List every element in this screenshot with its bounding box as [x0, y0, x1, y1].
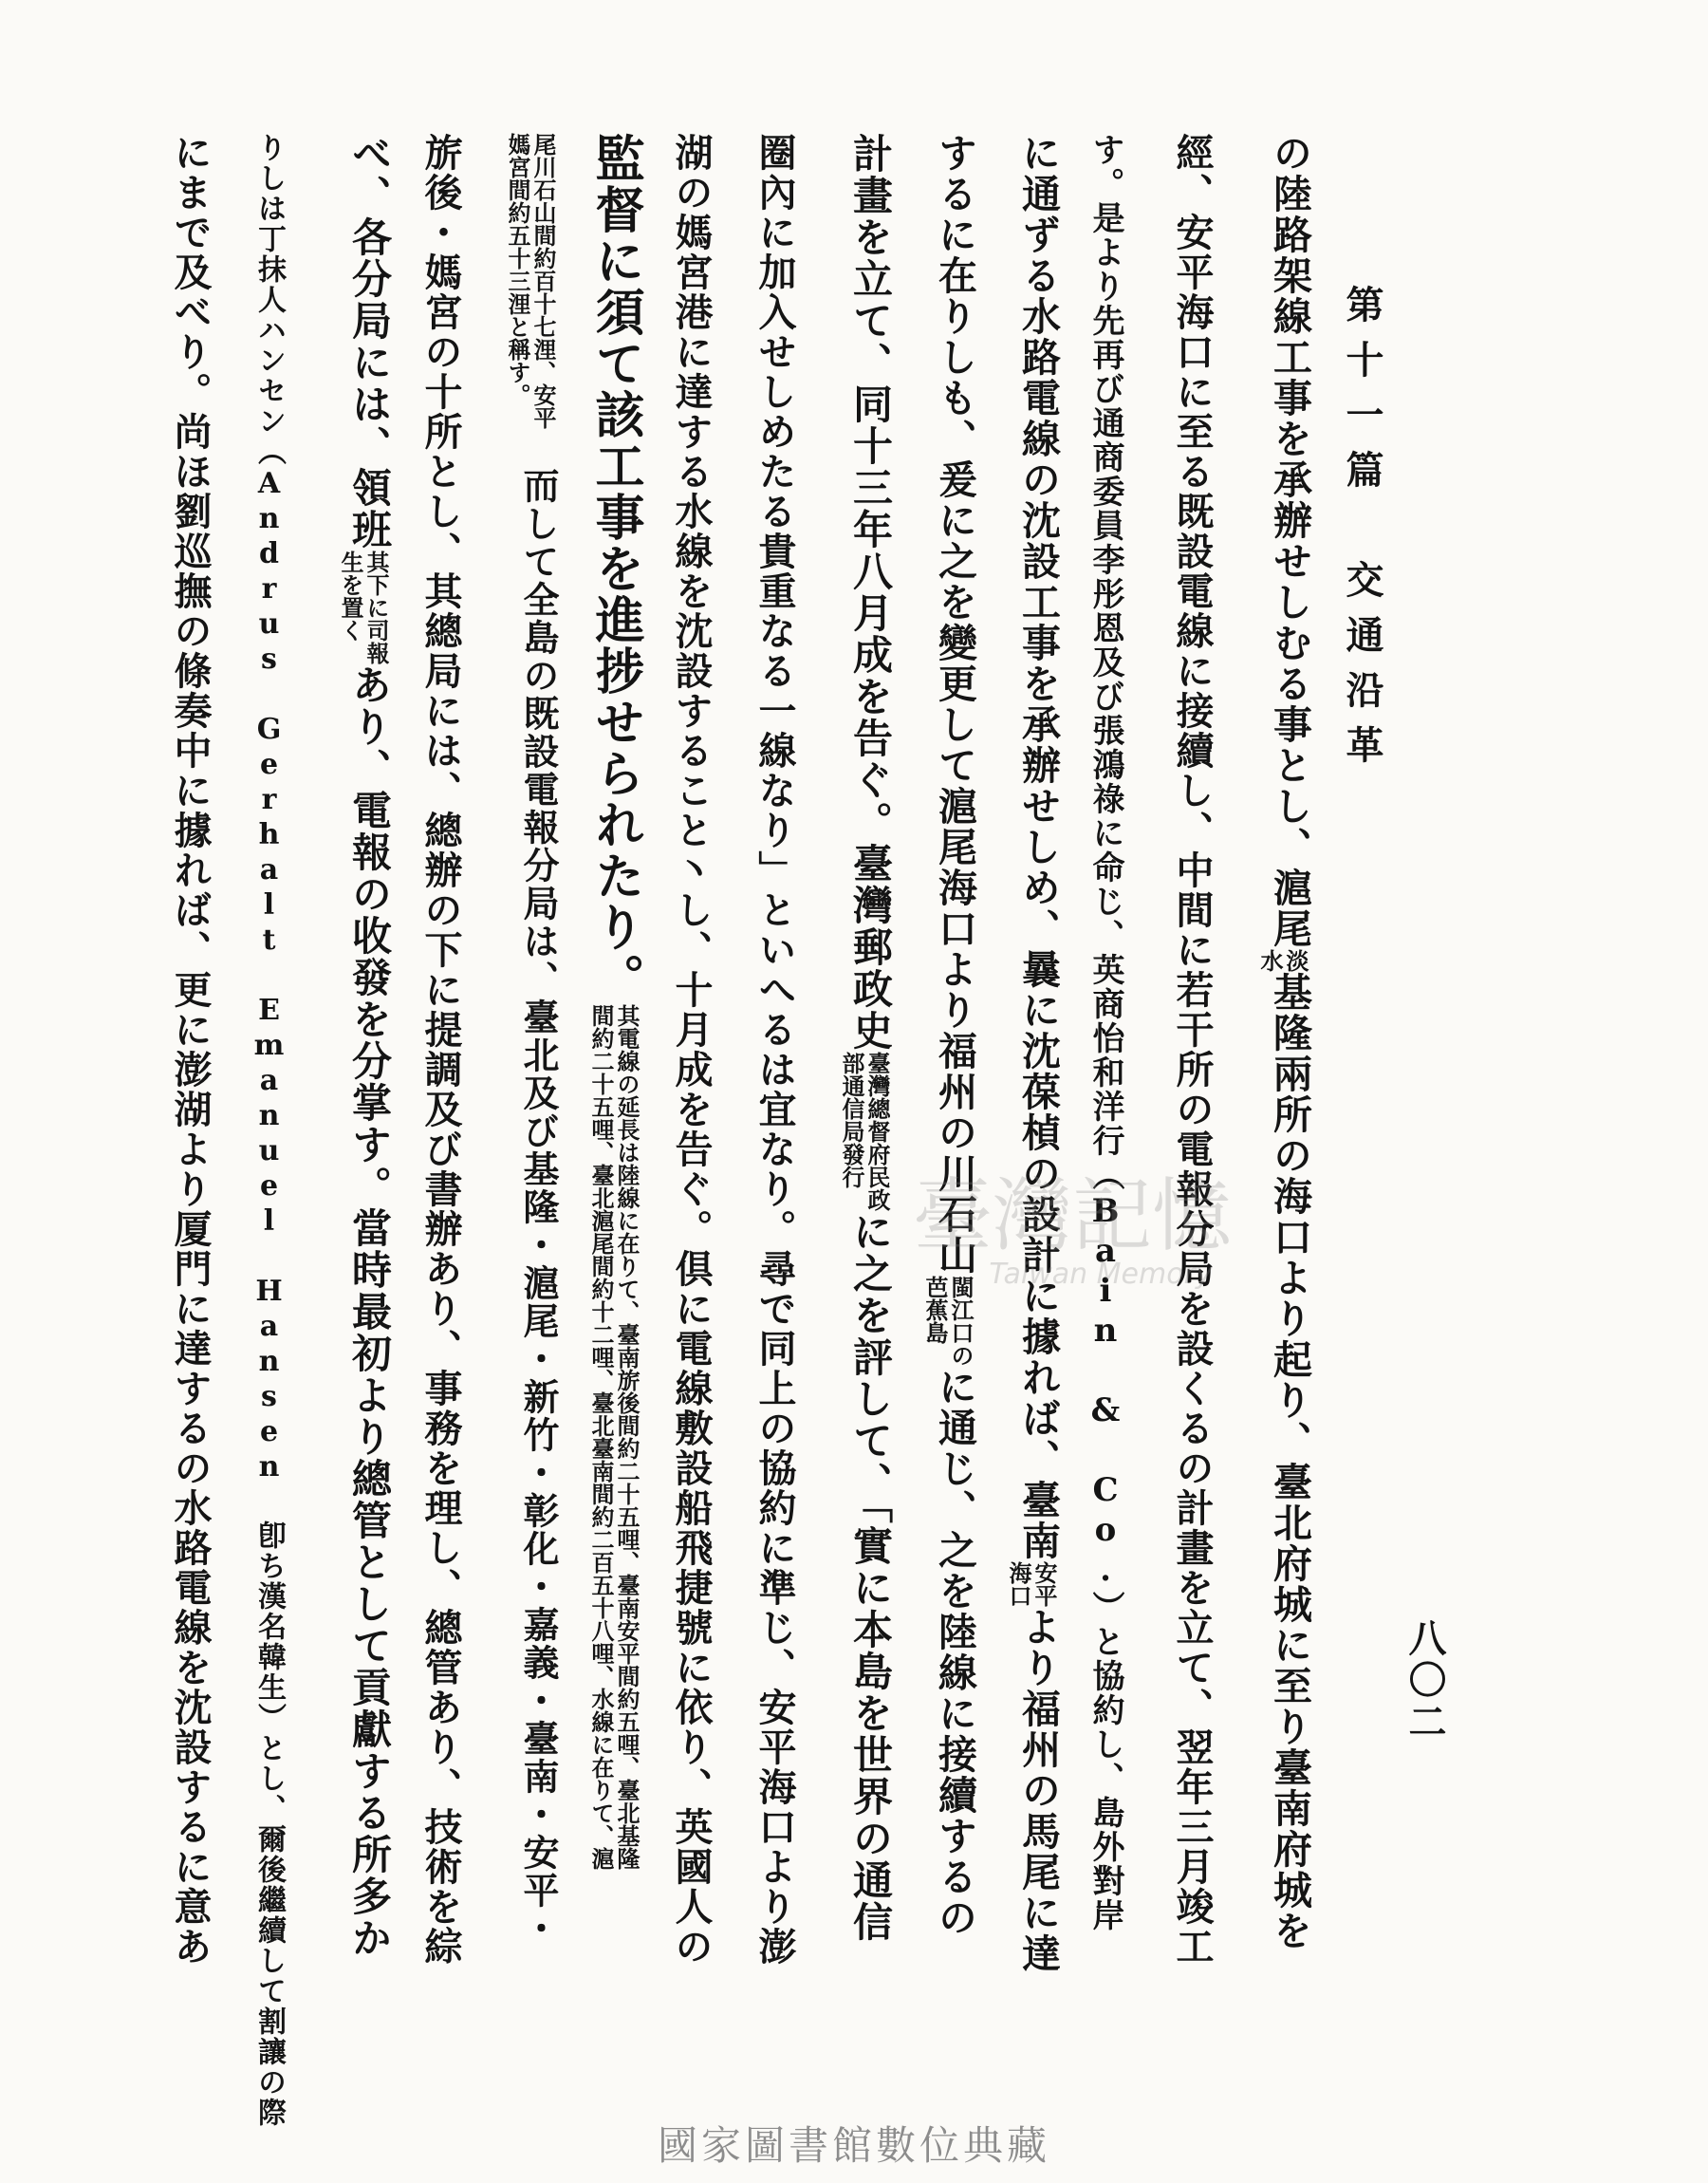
- text-segment: べ、各分局には、領班: [346, 133, 393, 550]
- text-column: [586, 133, 644, 1870]
- text-column: [252, 133, 286, 2128]
- inline-annotation: 閩江口の 芭蕉島: [921, 1276, 975, 1367]
- text-segment: 基隆兩所の海口より起り、臺北府城に至り臺南府城を: [1267, 972, 1312, 1951]
- text-segment: に通ずる水路電線の沈設工事を承辦せしめ、曩に沈葆楨の設計に據れば、臺南: [1015, 133, 1061, 1561]
- watermark-title: 臺灣記憶: [912, 1169, 1233, 1262]
- text-column: [752, 133, 797, 1967]
- text-segment: す。是より先再び通商委員李彤恩及び張鴻祿に命じ、英商怡和洋行（Bain & Co.）と協約し、島外對岸: [1086, 133, 1124, 1932]
- text-segment: にまで及べり。尚ほ劉巡撫の條奏中に據れば、更に澎湖より厦門に達するの水路電線を沈設するに意あ: [168, 133, 213, 1967]
- taiwan-memory-watermark: [854, 1167, 1290, 1300]
- text-segment: に之を評して、「實に本島を世界の通信: [847, 1211, 894, 1943]
- text-column: [838, 133, 894, 1943]
- text-column: [168, 133, 213, 1967]
- inline-annotation: 其電線の延長は陸線に在りて、臺南旂後間約二十五哩、臺南安平間約五哩、臺北基隆 間約二十五哩、臺北滬尾間約十二哩、臺北臺南間約二百五十八哩、水線に在りて、滬: [587, 1004, 640, 1870]
- text-segment: の陸路架線工事を承辦せしむる事とし、滬尾: [1267, 133, 1312, 949]
- watermark-subtitle: Taiwan Memory: [989, 1258, 1213, 1291]
- text-segment: 旂後・媽宮の十所とし、其總局には、總辦の下に提調及び書辦あり、事務を理し、總管あり、技術を綜: [418, 133, 463, 1967]
- text-segment: 圈內に加入せしめたる貴重なる一線なり」といへるは宜なり。尋で同上の協約に準じ、安平海口より澎: [752, 133, 797, 1967]
- text-column: [1086, 133, 1124, 1932]
- text-segment: に通じ、之を陸線に接續するの: [932, 1367, 977, 1938]
- text-column: [418, 133, 463, 1967]
- text-segment: より福州の馬尾に達: [1015, 1607, 1061, 1974]
- inline-annotation: 安平 海口: [1005, 1561, 1058, 1607]
- inline-annotation: 其下に司報 生を置く: [337, 550, 390, 664]
- text-segment: あり、電報の收發を分掌す。當時最初より總管として貢獻する所多か: [346, 664, 393, 1959]
- text-column: [1170, 133, 1215, 1967]
- text-column: [1256, 133, 1312, 1951]
- text-segment: 監督に須て該工事を進捗せられたり。: [586, 133, 644, 1004]
- chapter-header: 第十一篇 交通沿革: [1340, 285, 1384, 780]
- text-segment: 經、安平海口に至る既設電線に接續し、中間に若干所の電報分局を設くるの計畫を立て、翌年三月竣工: [1170, 133, 1215, 1967]
- text-segment: 而して全島の既設電報分局は、臺北及び基隆・滬尾・新竹・彰化・嘉義・臺南・安平・: [517, 429, 560, 1948]
- text-column: [669, 133, 714, 1967]
- text-segment: 湖の媽宮港に達する水線を沈設すること丶し、十月成を告ぐ。倶に電線敷設船飛捷號に依り、英國人の: [669, 133, 714, 1967]
- text-column: [921, 133, 977, 1938]
- text-segment: するに在りしも、爰に之を變更して滬尾海口より福州の川石山: [932, 133, 977, 1276]
- inline-annotation: 淡 水: [1256, 949, 1309, 972]
- text-segment: りしは丁抹人ハンセン（Andrus Gerhalt Emanuel Hansen 卽ち漢名韓生）とし、爾後繼續して割讓の際: [252, 133, 286, 2128]
- text-column: [504, 133, 560, 1948]
- text-column: [1005, 133, 1061, 1974]
- inline-annotation: 臺灣總督府民政 部通信局發行: [838, 1052, 891, 1211]
- page-number: 八〇二: [1402, 1618, 1447, 1744]
- text-segment: 計畫を立て、同十三年八月成を告ぐ。臺灣郵政史: [847, 133, 894, 1052]
- inline-annotation: 尾川石山間約百十七浬、安平 媽宮間約五十三浬と稱す。: [504, 133, 557, 429]
- library-footer: 國家圖書館數位典藏: [657, 2122, 1050, 2169]
- text-column: [337, 133, 393, 1959]
